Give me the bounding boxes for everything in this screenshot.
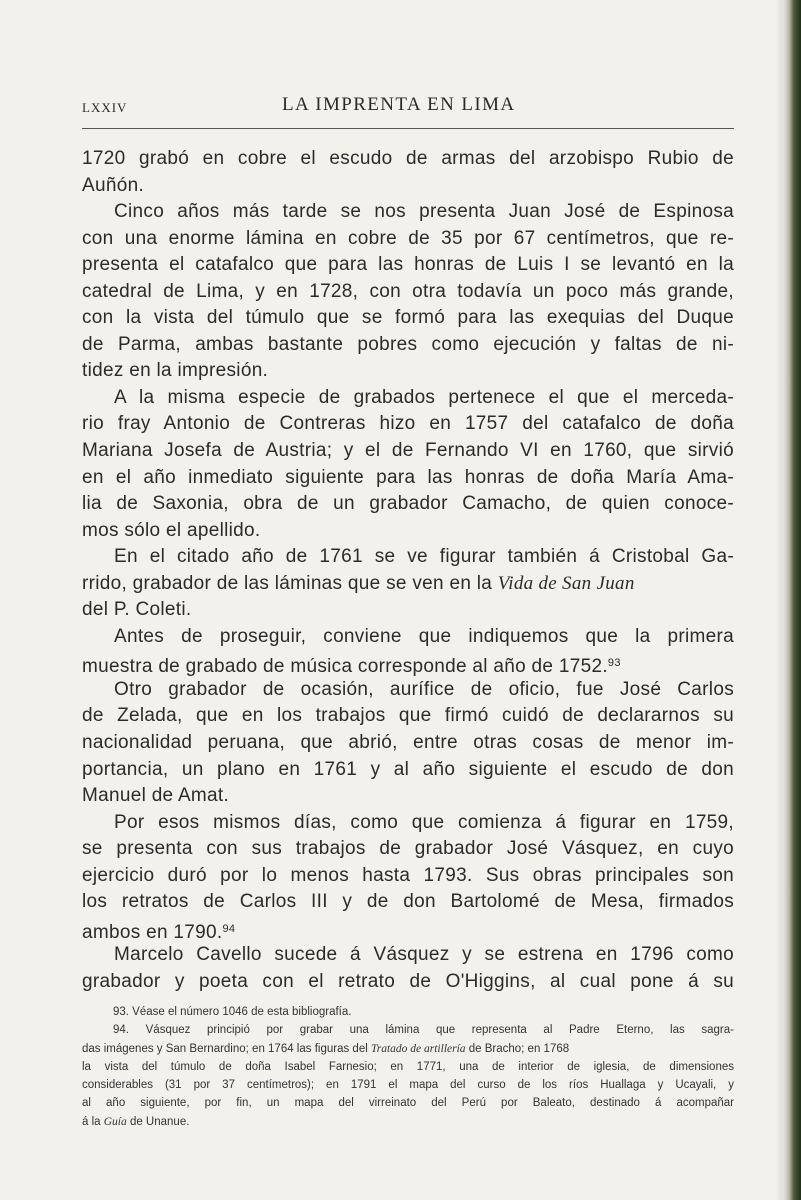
text-span: á la: [82, 1115, 104, 1128]
scan-shadow: [775, 0, 783, 1200]
text-line: ejercicio duró por lo menos hasta 1793. Sus obras principales son: [82, 864, 734, 886]
footnote-line: [82, 1113, 734, 1131]
text-line: Por esos mismos días, como que comienza á figurar en 1759,: [114, 811, 734, 833]
footnote-line: al año siguiente, por fin, un mapa del virreinato del Perú por Baleato, destinado á acompañar: [82, 1097, 734, 1110]
text-line: catedral de Lima, y en 1728, con otra todavía un poco más grande,: [82, 280, 734, 302]
book-title: Vida de San Juan: [497, 572, 635, 594]
footnote-ref: 94: [222, 922, 236, 935]
text-line: con la vista del túmulo que se formó para las exequias del Duque: [82, 307, 734, 329]
page-folio: LXXIV: [82, 100, 128, 115]
book-title: Guía: [103, 1115, 127, 1128]
footnote-ref: 93: [607, 657, 621, 670]
text-line: los retratos de Carlos III y de don Bartolomé de Mesa, firmados: [82, 891, 734, 913]
footnote-line: la vista del túmulo de doña Isabel Farnesio; en 1771, una de interior de iglesia, de dimensiones: [82, 1060, 734, 1073]
text-line: Auñón.: [82, 174, 145, 196]
footnote-line: considerables (31 por 37 centímetros); en 1791 el mapa del curso de los ríos Huallaga y Ucayali, y: [82, 1079, 734, 1092]
text-line: en el año inmediato siguiente para las honras de doña María Ama-: [82, 466, 734, 488]
scan-edge: [783, 0, 801, 1200]
text-line: Cinco años más tarde se nos presenta Juan José de Espinosa: [114, 201, 734, 223]
text-line: En el citado año de 1761 se ve figurar también á Cristobal Ga-: [114, 546, 734, 568]
text-line: Antes de proseguir, conviene que indiquemos que la primera: [114, 625, 734, 647]
text-line: portancia, un plano en 1761 y al año siguiente el escudo de don: [82, 758, 734, 780]
text-span: muestra de grabado de música corresponde al año de 1752.: [82, 656, 608, 678]
text-line: de Parma, ambas bastante pobres como ejecución y faltas de ni-: [82, 333, 734, 355]
text-line: del P. Coleti.: [82, 599, 192, 621]
text-line: de Zelada, que en los trabajos que firmó cuidó de declararnos su: [82, 705, 734, 727]
text-line: [82, 916, 734, 943]
footnotes: [82, 1003, 734, 1131]
text-line: A la misma especie de grabados pertenece el que el merceda-: [114, 386, 734, 408]
text-line: se presenta con sus trabajos de grabador José Vásquez, en cuyo: [82, 838, 734, 860]
text-span: de Bracho; en 1768: [465, 1042, 570, 1055]
text-line: nacionalidad peruana, que abrió, entre otras cosas de menor im-: [82, 732, 734, 754]
footnote-line: [82, 1040, 734, 1058]
text-line: mos sólo el apellido.: [82, 519, 261, 541]
text-line: [82, 571, 734, 598]
header-rule: [82, 128, 734, 129]
book-title: Tratado de artillería: [370, 1042, 466, 1055]
text-line: 1720 grabó en cobre el escudo de armas del arzobispo Rubio de: [82, 148, 734, 169]
footnote-93: 93. Véase el número 1046 de esta bibliografía.: [113, 1006, 352, 1018]
text-line: Manuel de Amat.: [82, 785, 230, 807]
text-line: grabador y poeta con el retrato de O'Higgins, al cual pone á su: [82, 970, 734, 992]
text-line: Otro grabador de ocasión, aurífice de oficio, fue José Carlos: [114, 678, 734, 700]
text-line: con una enorme lámina en cobre de 35 por 67 centímetros, que re-: [82, 227, 734, 249]
main-text: [82, 146, 734, 996]
text-line: Mariana Josefa de Austria; y el de Fernando VI en 1760, que sirvió: [82, 440, 734, 462]
running-title: LA IMPRENTA EN LIMA: [282, 94, 516, 115]
text-line: Marcelo Cavello sucede á Vásquez y se estrena en 1796 como: [114, 944, 734, 966]
page-header: [82, 94, 732, 120]
footnote-94: 94. Vásquez principió por grabar una lámina que representa al Padre Eterno, las sagra-: [113, 1024, 734, 1037]
text-line: rio fray Antonio de Contreras hizo en 1757 del catafalco de doña: [82, 413, 734, 435]
text-span: ambos en 1790.: [82, 921, 223, 943]
text-span: das imágenes y San Bernardino; en 1764 las figuras del: [82, 1042, 371, 1055]
text-line: tidez en la impresión.: [82, 360, 269, 382]
text-span: rrido, grabador de las láminas que se ven en la: [82, 572, 498, 594]
text-line: [82, 650, 734, 677]
text-line: presenta el catafalco que para las honras de Luis I se levantó en la: [82, 254, 734, 276]
text-line: lia de Saxonia, obra de un grabador Camacho, de quien conoce-: [82, 493, 734, 515]
text-span: de Unanue.: [126, 1115, 190, 1128]
